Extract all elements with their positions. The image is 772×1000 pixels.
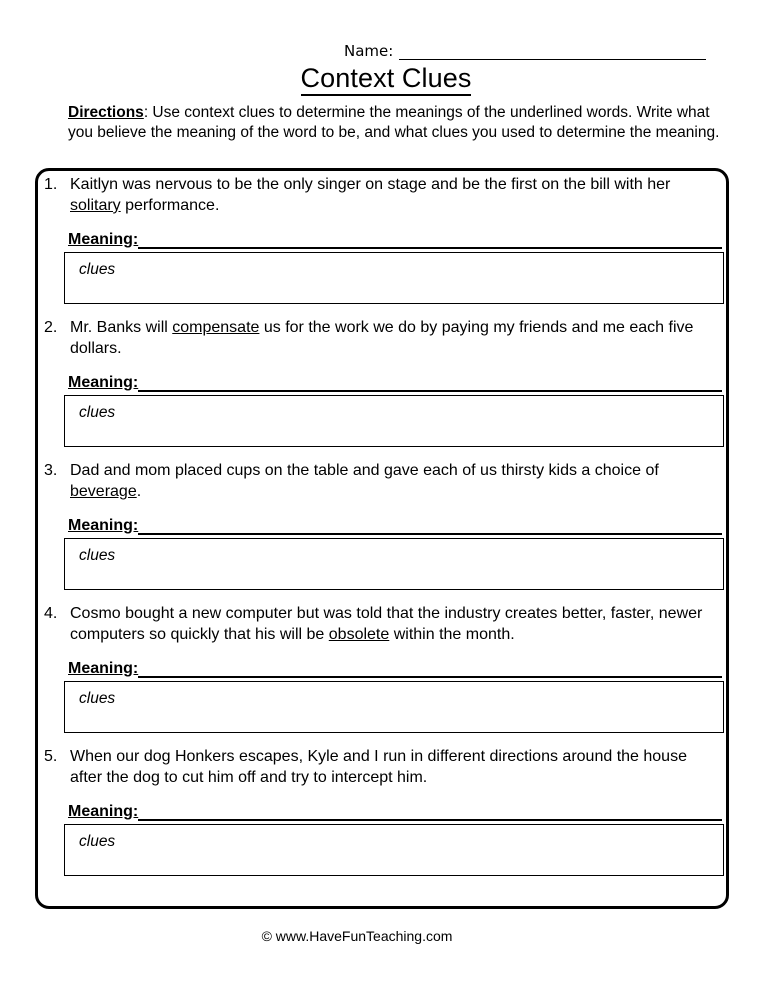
clues-placeholder: clues [79,690,116,707]
question-number: 4. [44,605,58,622]
underlined-vocab-word: solitary [70,197,121,214]
underlined-vocab-word: compensate [172,319,260,336]
clues-box[interactable] [64,681,724,733]
question-text [44,460,728,502]
questions-list [44,174,728,880]
clues-box[interactable] [64,252,724,304]
question-text [44,317,728,359]
meaning-label: Meaning: [68,231,139,248]
meaning-write-line[interactable] [138,376,722,392]
question-item [44,603,728,737]
sentence-part-after: performance. [120,197,220,214]
directions-label: Directions [68,104,144,121]
directions-paragraph [68,103,720,142]
meaning-row [68,659,722,678]
sentence-part-after: . [136,483,142,500]
clues-box[interactable] [64,538,724,590]
page-title [0,62,772,94]
question-text [44,603,728,645]
sentence-part-before: When our dog Honkers escapes, Kyle and I run in different directions around the house after the dog to cut him off and try to intercept him. [70,748,687,786]
meaning-row [68,373,722,392]
question-sentence [70,174,716,216]
question-item [44,174,728,308]
sentence-part-before: Kaitlyn was nervous to be the only singer on stage and be the first on the bill with her [70,176,671,193]
question-text [44,746,728,788]
name-label: Name: [344,42,394,60]
question-item [44,460,728,594]
meaning-write-line[interactable] [138,519,722,535]
clues-placeholder: clues [79,547,116,564]
clues-box[interactable] [64,824,724,876]
meaning-row [68,516,722,535]
meaning-label: Meaning: [68,517,139,534]
underlined-vocab-word: beverage [70,483,137,500]
name-field-row [344,42,706,60]
sentence-part-after: us for the work we do by paying my friends and me each five dollars. [70,319,694,357]
sentence-part-before: Cosmo bought a new computer but was told that the industry creates better, faster, newer computers so quickly that his will be [70,605,703,643]
question-sentence [70,460,716,502]
meaning-row [68,802,722,821]
directions-body: : Use context clues to determine the meanings of the underlined words. Write what you believe the meaning of the word to be, and what clues you used to determine the meaning. [68,104,720,141]
question-text [44,174,728,216]
question-number: 1. [44,176,58,193]
question-item [44,746,728,880]
sentence-part-before: Mr. Banks will [70,319,173,336]
meaning-label: Meaning: [68,374,139,391]
name-write-line[interactable] [399,44,706,60]
clues-placeholder: clues [79,261,116,278]
clues-placeholder: clues [79,833,116,850]
question-item [44,317,728,451]
sentence-part-after: within the month. [389,626,515,643]
clues-box[interactable] [64,395,724,447]
meaning-row [68,230,722,249]
question-number: 5. [44,748,58,765]
meaning-write-line[interactable] [138,662,722,678]
question-sentence [70,746,716,788]
page-title-text: Context Clues [301,63,472,96]
question-sentence [70,317,716,359]
meaning-label: Meaning: [68,803,139,820]
sentence-part-before: Dad and mom placed cups on the table and gave each of us thirsty kids a choice of [70,462,659,479]
meaning-write-line[interactable] [138,805,722,821]
question-sentence [70,603,716,645]
meaning-write-line[interactable] [138,233,722,249]
question-number: 2. [44,319,58,336]
underlined-vocab-word: obsolete [328,626,390,643]
clues-placeholder: clues [79,404,116,421]
question-number: 3. [44,462,58,479]
footer-copyright: © www.HaveFunTeaching.com [261,928,453,944]
meaning-label: Meaning: [68,660,139,677]
